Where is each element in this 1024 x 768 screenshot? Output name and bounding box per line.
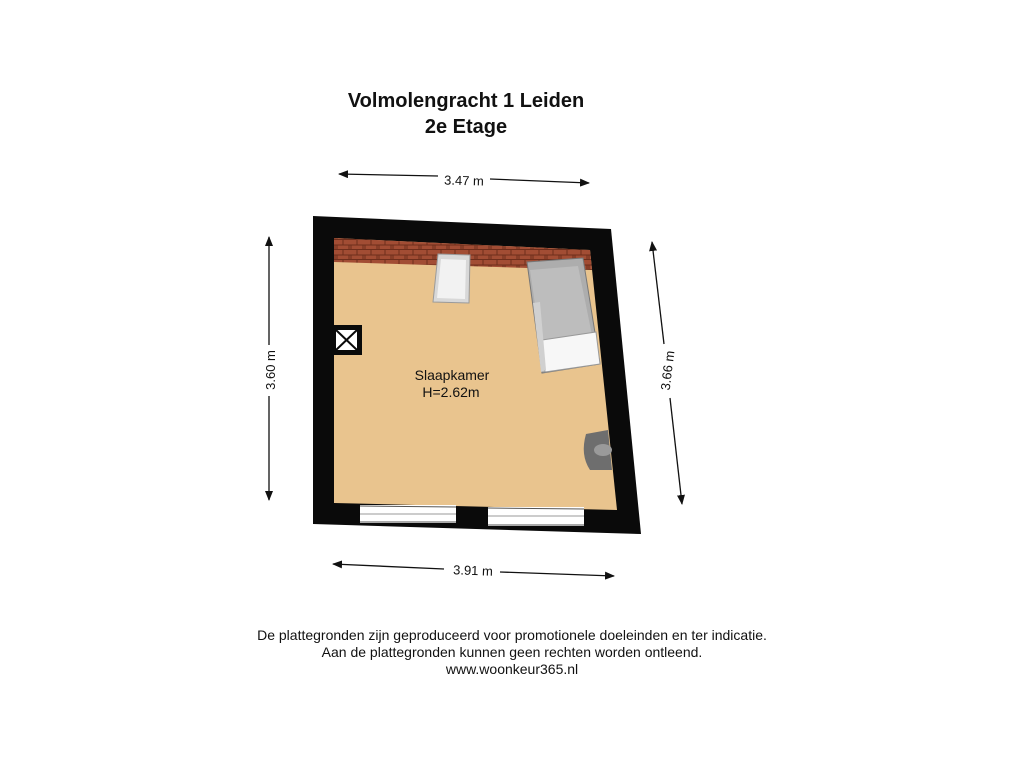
shaft	[331, 325, 362, 355]
dimension-left-label: 3.60 m	[263, 350, 278, 390]
toilet	[584, 430, 612, 470]
room-name: Slaapkamer	[414, 367, 490, 383]
page-title: Volmolengracht 1 Leiden	[347, 90, 585, 112]
room-height: H=2.62m	[422, 384, 480, 400]
dimension-bottom-label: 3.91 m	[452, 562, 494, 579]
dimension-right-label: 3.66 m	[657, 349, 678, 392]
skylight	[433, 254, 470, 303]
disclaimer-line-1: De plattegronden zijn geproduceerd voor promotionele doeleinden en ter indicatie.	[257, 627, 767, 643]
dimension-top-label: 3.47 m	[443, 172, 485, 189]
floor-label: 2e Etage	[424, 116, 508, 138]
disclaimer-line-2: Aan de plattegronden kunnen geen rechten worden ontleend.	[321, 644, 703, 660]
website-link[interactable]: www.woonkeur365.nl	[445, 661, 579, 677]
